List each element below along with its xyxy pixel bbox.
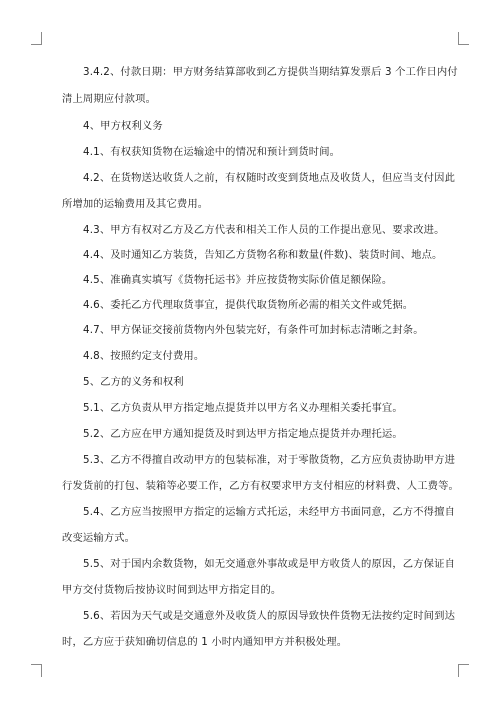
text-line: 5.1、乙方负责从甲方指定地点提货并以甲方名义办理相关委托事宜。 — [83, 402, 403, 414]
text-line: 甲方交付货物后按协议时间到达甲方指定目的。 — [62, 584, 282, 596]
text-line: 4.1、有权获知货物在运输途中的情况和预计到货时间。 — [83, 146, 341, 158]
text-line: 4.8、按照约定支付费用。 — [83, 350, 205, 362]
text-line: 5.2、乙方应在甲方通知提货及时到达甲方指定地点提货并办理托运。 — [83, 428, 403, 440]
text-line: 清上周期应付款项。 — [62, 93, 157, 105]
crop-mark-top-right — [458, 32, 469, 45]
text-line: 所增加的运输费用及其它费用。 — [62, 198, 209, 210]
text-line: 4、甲方权利义务 — [83, 120, 163, 132]
text-line: 5、乙方的义务和权利 — [83, 376, 184, 388]
text-line: 行发货前的打包、装箱等必要工作，乙方有权要求甲方支付相应的材料费、人工费等。 — [62, 480, 459, 492]
text-line: 5.3、乙方不得擅自改动甲方的包装标准，对于零散货物，乙方应负责协助甲方进 — [83, 454, 456, 466]
crop-mark-bottom-left — [31, 664, 42, 677]
crop-mark-top-left — [31, 32, 42, 45]
text-line: 4.5、准确真实填写《货物托运书》并应按货物实际价值足额保险。 — [83, 274, 393, 286]
text-line: 时，乙方应于获知确切信息的 1 小时内通知甲方并积极处理。 — [62, 636, 348, 648]
text-line: 4.6、委托乙方代理取货事宜，提供代取货物所必需的相关文件或凭据。 — [83, 299, 414, 311]
text-line: 4.4、及时通知乙方装货，告知乙方货物名称和数量(件数)、装货时间、地点。 — [83, 249, 443, 261]
text-line: 5.4、乙方应当按照甲方指定的运输方式托运，未经甲方书面同意，乙方不得擅自 — [83, 506, 456, 518]
text-line: 4.7、甲方保证交接前货物内外包装完好，有条件可加封标志清晰之封条。 — [83, 324, 424, 336]
crop-mark-bottom-right — [458, 664, 469, 677]
text-line: 3.4.2、付款日期：甲方财务结算部收到乙方提供当期结算发票后 3 个工作日内付 — [83, 66, 458, 78]
text-line: 5.6、若因为天气或是交通意外及收货人的原因导致快件货物无法按约定时间到达 — [83, 610, 456, 622]
text-line: 4.3、甲方有权对乙方及乙方代表和相关工作人员的工作提出意见、要求改进。 — [83, 224, 445, 236]
text-line: 5.5、对于国内余数货物，如无交通意外事故或是甲方收货人的原因，乙方保证自 — [83, 558, 456, 570]
text-line: 改变运输方式。 — [62, 532, 136, 544]
text-line: 4.2、在货物送达收货人之前，有权随时改变到货地点及收货人，但应当支付因此 — [83, 172, 456, 184]
